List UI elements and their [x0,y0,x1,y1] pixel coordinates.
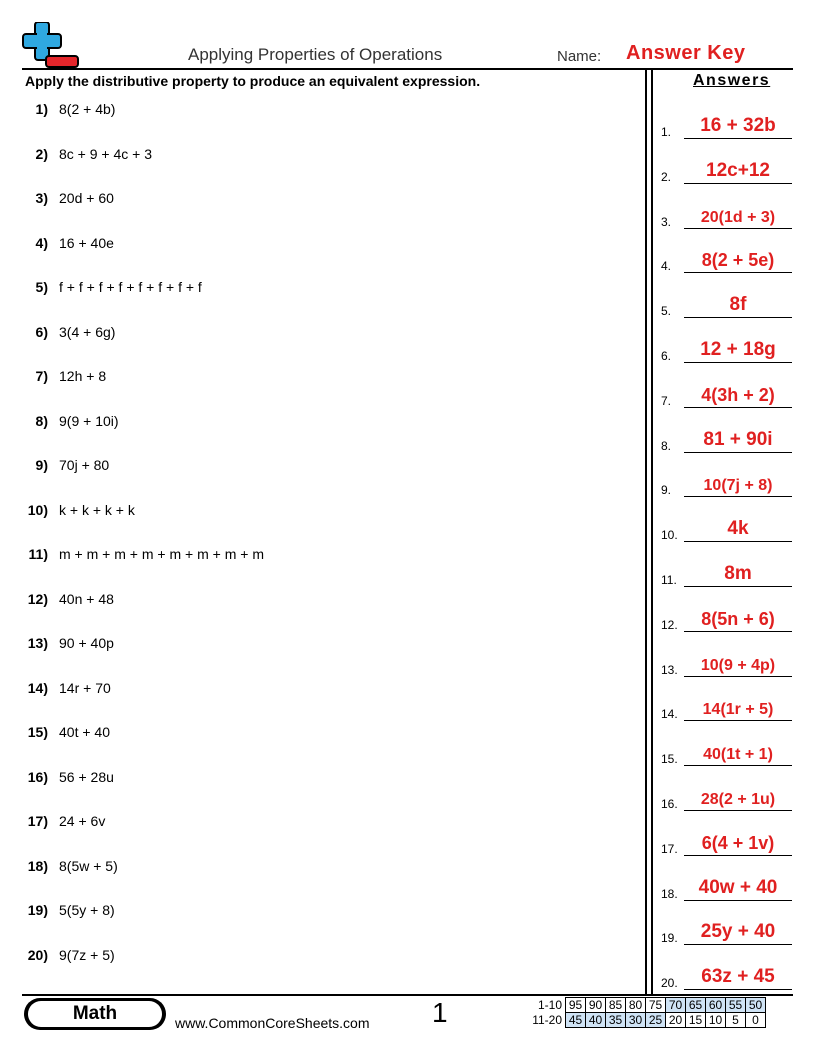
problem-expression: 8(2 + 4b) [59,101,116,117]
problem-expression: m + m + m + m + m + m + m + m [59,546,264,562]
answer-item [661,512,792,542]
answer-item [661,915,792,945]
score-cell: 50 [746,998,766,1013]
answer-line [684,810,792,811]
problem-expression: 3(4 + 6g) [59,323,116,340]
problem-number: 4) [35,234,48,251]
answer-number: 17. [661,841,678,856]
score-cell: 20 [666,1013,686,1028]
plus-minus-logo-icon [22,22,80,68]
score-range-label: 1-10 [537,998,562,1012]
problem-number: 5) [35,279,48,295]
problem-number: 7) [35,368,48,384]
score-cell: 55 [726,998,746,1013]
column-divider-right [651,70,653,994]
page-number: 1 [432,997,448,1028]
problem-number: 17) [27,813,48,829]
problem-number: 20) [27,946,48,963]
answer-number: 6. [661,349,672,363]
answer-line [684,272,792,273]
answer-number: 9. [661,483,672,498]
problem-number: 8) [35,412,48,429]
answer-item [661,871,792,901]
answer-line [684,765,792,766]
problem-expression: 8c + 9 + 4c + 3 [59,145,153,162]
problem-expression: 16 + 40e [59,234,114,251]
answer-value: 4k [727,518,749,540]
score-cell: 15 [686,1013,706,1028]
answer-number: 19. [661,931,678,946]
score-cell: 80 [626,998,646,1013]
answer-value: 28(2 + 1u) [700,791,776,808]
answer-item [661,109,792,139]
score-cell: 40 [586,1013,606,1028]
score-cell: 25 [646,1013,666,1028]
instructions: Apply the distributive property to produce an equivalent expression. [25,73,481,89]
score-cell: 30 [626,1013,646,1028]
answer-value: 20(1d + 3) [700,208,776,226]
problem-expression: k + k + k + k [59,501,135,518]
answer-number: 2. [661,169,672,184]
problem-number: 1) [35,101,48,117]
problem-number: 6) [35,323,48,340]
answer-value: 6(4 + 1v) [701,832,775,853]
answer-value: 14(1r + 5) [702,701,774,719]
answer-item [661,736,792,766]
subject-label: Math [28,1001,162,1027]
answer-line [684,989,792,990]
answer-line [684,183,792,184]
answer-line [684,407,792,408]
answer-line [684,362,792,363]
answer-value: 8(5n + 6) [701,608,775,629]
answer-item [661,333,792,363]
problem-expression: 14r + 70 [59,679,111,696]
answer-number: 1. [661,125,672,139]
answer-item [661,154,792,184]
score-range-label: 11-20 [532,1013,562,1027]
problem-expression: 40n + 48 [59,590,114,607]
answer-value: 8m [724,563,752,584]
problem-expression: 24 + 6v [59,813,106,829]
answer-key-label: Answer Key [626,42,746,64]
problem-expression: 70j + 80 [59,457,110,473]
answer-line [684,541,792,542]
answer-line [684,452,792,453]
answer-item [661,960,792,990]
answer-line [684,631,792,632]
problem-expression: f + f + f + f + f + f + f + f [59,279,202,295]
score-cell: 75 [646,998,666,1013]
problem-expression: 9(9 + 10i) [59,412,119,429]
answer-line [684,720,792,721]
answer-item [661,467,792,497]
problem-number: 11) [28,546,48,562]
answer-item [661,378,792,408]
problem-expression: 9(7z + 5) [59,946,115,963]
answer-line [684,138,792,139]
answer-number: 7. [661,393,672,408]
answer-value: 4(3h + 2) [701,384,775,405]
answer-number: 14. [661,707,678,722]
answer-item [661,826,792,856]
answer-number: 18. [661,886,678,901]
score-row [528,998,766,1013]
answer-line [684,317,792,318]
answer-line [684,900,792,901]
answer-number: 13. [661,662,678,677]
answer-number: 16. [661,797,678,811]
score-cell: 70 [666,998,686,1013]
answer-item [661,243,792,273]
answer-value: 40(1t + 1) [703,746,773,764]
problem-expression: 20d + 60 [59,190,114,206]
answer-number: 3. [661,214,672,229]
answer-item [661,691,792,721]
answer-value: 8f [729,294,747,316]
answer-line [684,228,792,229]
problem-number: 12) [27,590,48,607]
answer-line [684,944,792,945]
website-link[interactable]: www.CommonCoreSheets.com [175,1015,370,1031]
answer-line [684,496,792,497]
score-cell: 85 [606,998,626,1013]
answer-line [684,676,792,677]
answer-value: 8(2 + 5e) [701,250,775,271]
answer-value: 81 + 90i [703,428,773,450]
answer-value: 12c+12 [706,159,770,181]
answer-number: 15. [661,752,678,767]
problem-number: 9) [35,457,48,473]
score-row [528,1013,766,1028]
score-cell: 35 [606,1013,626,1028]
answer-value: 12 + 18g [700,339,776,360]
answer-value: 10(7j + 8) [703,477,773,495]
answer-value: 40w + 40 [698,876,778,898]
score-cell: 65 [686,998,706,1013]
score-cell: 0 [746,1013,766,1028]
answer-item [661,423,792,453]
answers-heading: Answers [693,72,771,89]
answer-line [684,586,792,587]
score-cell: 60 [706,998,726,1013]
score-cell: 90 [586,998,606,1013]
problem-expression: 56 + 28u [59,768,114,785]
answer-value: 10(9 + 4p) [700,656,776,674]
answer-number: 11. [661,573,677,587]
answer-line [684,855,792,856]
answer-item [661,602,792,632]
header-divider [22,68,793,70]
score-cell: 45 [566,1013,586,1028]
answer-number: 8. [661,438,672,453]
score-cell: 10 [706,1013,726,1028]
problem-expression: 12h + 8 [59,368,107,384]
answer-number: 12. [661,617,678,632]
answer-value: 25y + 40 [700,921,776,943]
problem-number: 13) [27,635,48,651]
problem-number: 3) [35,190,48,206]
problem-number: 2) [35,145,48,162]
answer-number: 20. [661,976,678,991]
name-label: Name: [557,48,602,65]
answer-number: 10. [661,528,678,543]
problem-expression: 40t + 40 [59,724,110,740]
problem-number: 18) [27,857,48,874]
footer-divider [22,994,793,996]
problem-expression: 90 + 40p [59,635,114,651]
problem-number: 10) [27,501,48,518]
problem-number: 16) [27,768,48,785]
subject-badge [24,998,166,1030]
problem-number: 19) [27,902,48,918]
column-divider-left [645,70,647,994]
answer-value: 63z + 45 [701,966,775,988]
problem-expression: 8(5w + 5) [59,857,118,874]
answer-item [661,647,792,677]
problem-number: 15) [27,724,48,740]
answer-item [661,288,792,318]
answer-value: 16 + 32b [700,115,776,136]
worksheet-title: Applying Properties of Operations [188,45,443,64]
answer-number: 4. [661,259,672,274]
score-table [528,997,766,1028]
answer-number: 5. [661,304,672,319]
problem-number: 14) [27,679,48,696]
problem-expression: 5(5y + 8) [59,902,115,918]
answer-item [661,781,792,811]
answer-item [661,199,792,229]
score-cell: 5 [726,1013,746,1028]
answer-item [661,557,792,587]
score-cell: 95 [566,998,586,1013]
